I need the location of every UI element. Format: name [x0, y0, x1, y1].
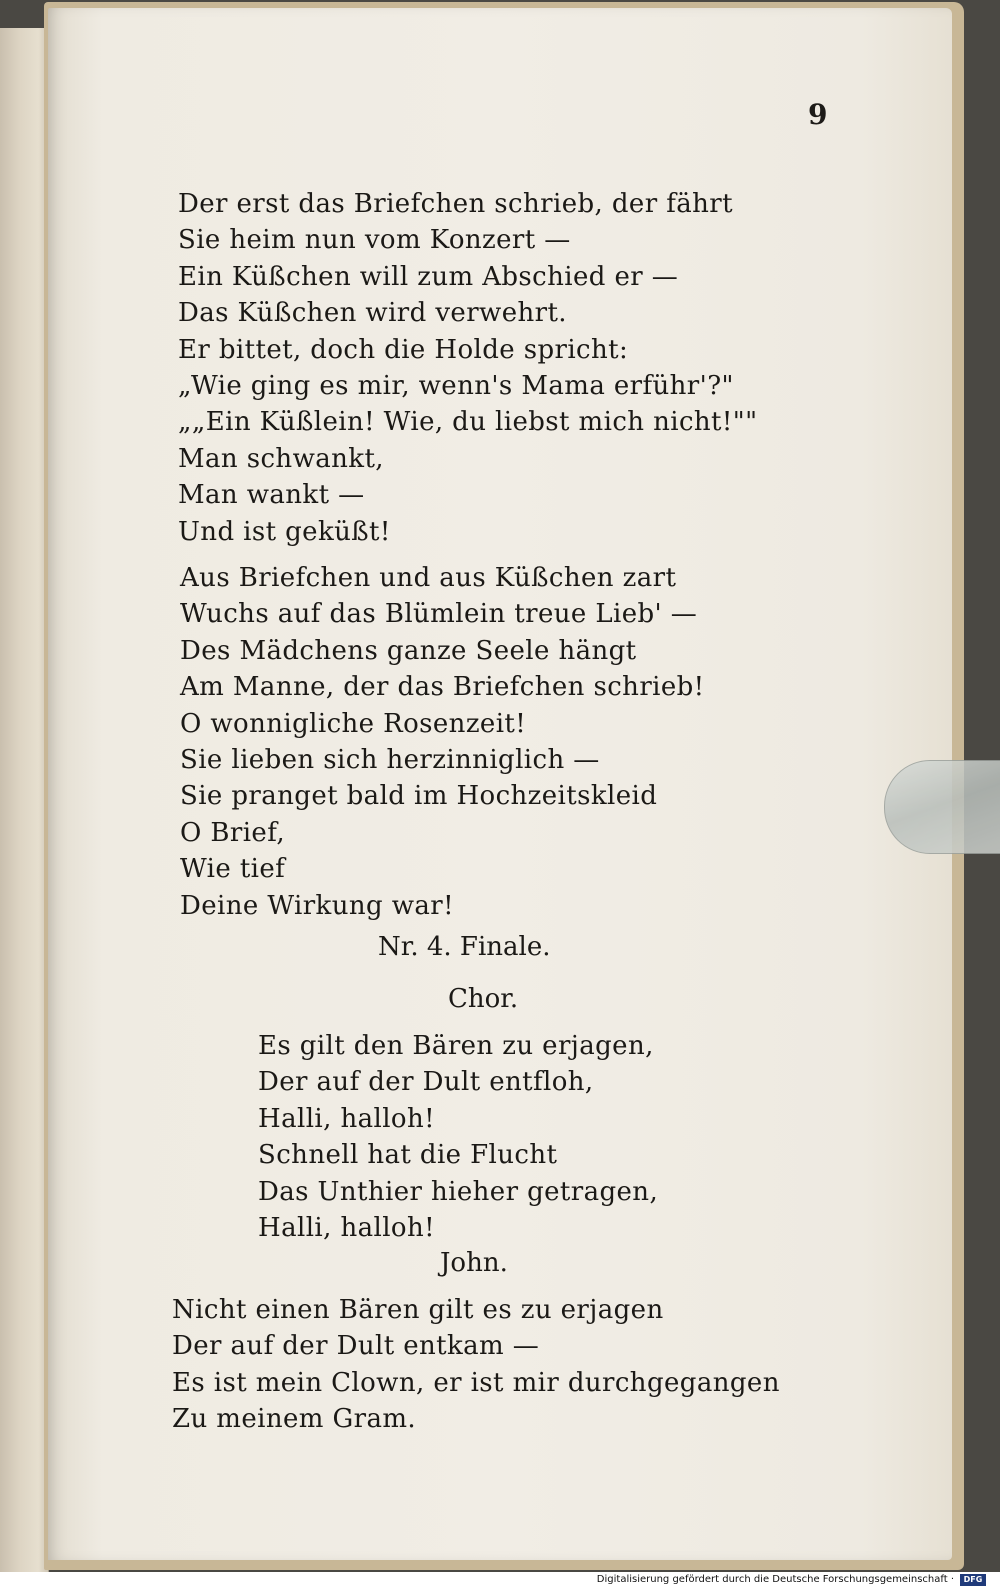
poem-line: O Brief,	[180, 817, 285, 848]
poem-line: Aus Briefchen und aus Küßchen zart	[180, 563, 677, 593]
stanza-1	[178, 186, 757, 550]
digitization-credit: Digitalisierung gefördert durch die Deutsche Forschungsgemeinschaft ·	[596, 1574, 954, 1585]
page-number: 9	[808, 98, 828, 131]
chor-verse	[258, 1028, 658, 1246]
section-title: Nr. 4. Finale.	[378, 932, 551, 962]
verse-line: Der auf der Dult entkam —	[172, 1331, 540, 1362]
verse-line: Zu meinem Gram.	[172, 1404, 417, 1435]
facing-page-edge	[0, 28, 49, 1573]
verse-line: Nicht einen Bären gilt es zu erjagen	[172, 1295, 664, 1325]
poem-line: „Wie ging es mir, wenn's Mama erführ'?"	[178, 371, 734, 402]
poem-line: Sie pranget bald im Hochzeitskleid	[180, 781, 658, 812]
speaker-john: John.	[440, 1248, 508, 1278]
poem-line: Er bittet, doch die Holde spricht:	[178, 334, 629, 365]
dfg-logo: DFG	[960, 1574, 986, 1586]
verse-line: Es ist mein Clown, er ist mir durchgegangen	[172, 1367, 780, 1398]
poem-line: O wonnigliche Rosenzeit!	[180, 708, 527, 739]
poem-line: „„Ein Küßlein! Wie, du liebst mich nicht!""	[178, 407, 758, 438]
poem-line: Deine Wirkung war!	[180, 890, 454, 921]
stanza-2	[180, 560, 705, 924]
speaker-chor: Chor.	[448, 984, 519, 1014]
poem-line: Man wankt —	[178, 480, 365, 511]
poem-line: Des Mädchens ganze Seele hängt	[180, 635, 637, 666]
poem-line: Ein Küßchen will zum Abschied er —	[178, 261, 679, 292]
poem-line: Der erst das Briefchen schrieb, der fährt	[178, 189, 733, 219]
poem-line: Sie heim nun vom Konzert —	[178, 225, 571, 256]
verse-line: Es gilt den Bären zu erjagen,	[258, 1031, 654, 1061]
poem-line: Das Küßchen wird verwehrt.	[178, 298, 567, 329]
poem-line: Wuchs auf das Blümlein treue Lieb' —	[180, 599, 698, 630]
poem-line: Am Manne, der das Briefchen schrieb!	[180, 672, 705, 703]
john-verse	[172, 1292, 780, 1438]
poem-line: Und ist geküßt!	[178, 516, 391, 547]
verse-line: Der auf der Dult entfloh,	[258, 1067, 594, 1098]
page-clip	[884, 760, 1000, 854]
poem-line: Man schwankt,	[178, 443, 384, 474]
verse-line: Halli, halloh!	[258, 1103, 435, 1134]
poem-line: Sie lieben sich herzinniglich —	[180, 745, 600, 776]
verse-line: Schnell hat die Flucht	[258, 1140, 558, 1171]
poem-line: Wie tief	[180, 854, 286, 885]
verse-line: Das Unthier hieher getragen,	[258, 1176, 659, 1207]
verse-line: Halli, halloh!	[258, 1213, 435, 1244]
